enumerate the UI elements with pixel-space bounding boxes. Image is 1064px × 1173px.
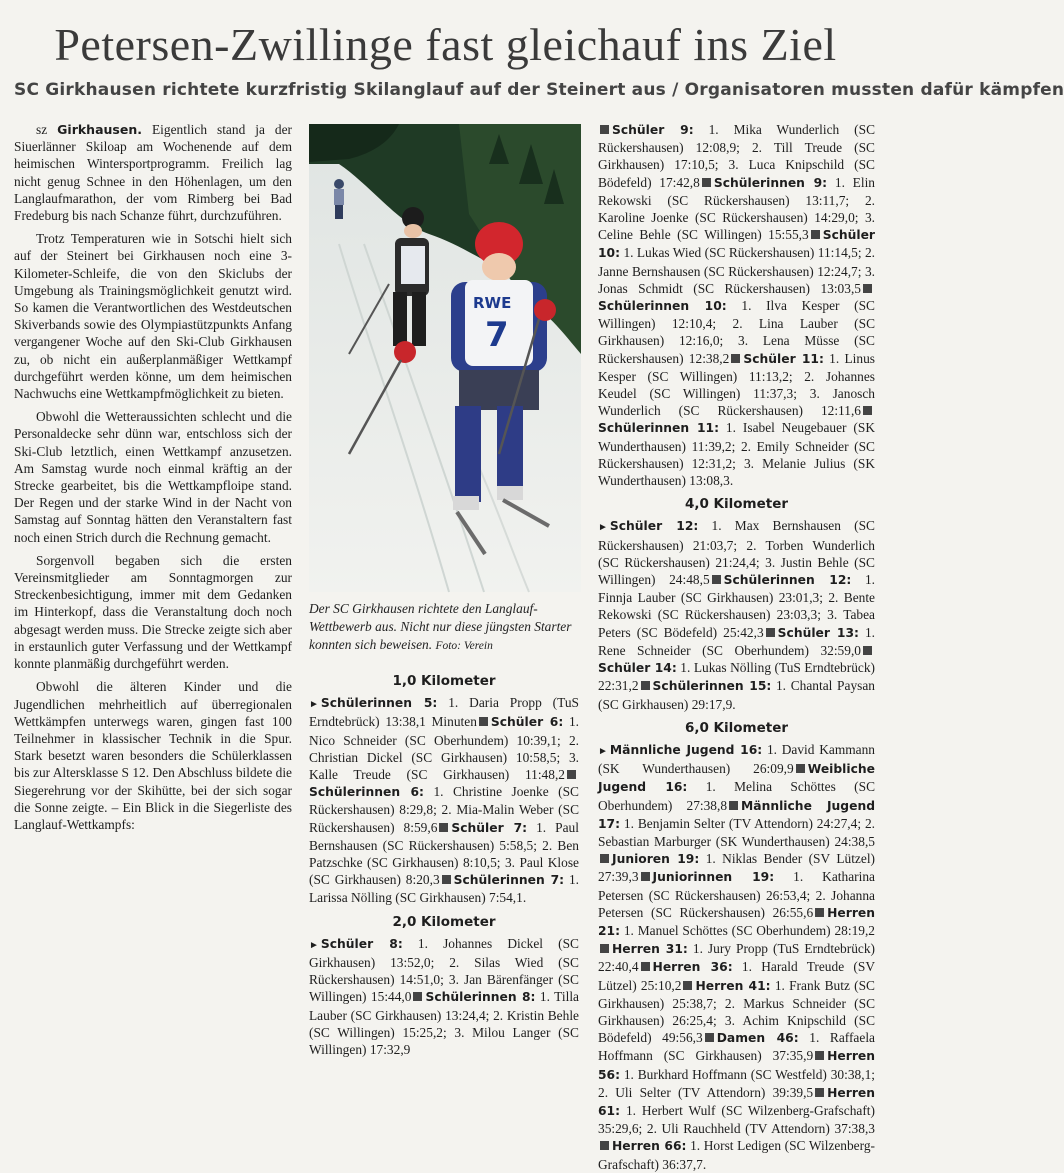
square-separator-icon <box>600 854 609 863</box>
square-separator-icon <box>863 284 872 293</box>
square-separator-icon <box>600 125 609 134</box>
article-headline: Petersen-Zwillinge fast gleichauf ins Ziel <box>54 19 837 70</box>
class-heading: Schülerinnen 15: <box>652 679 772 694</box>
square-separator-icon <box>815 1051 824 1060</box>
paragraph-5: Obwohl die älteren Kinder und die Jugendlichen mehrheitlich auf überregionalen Wettkämpfen unterwegs waren, gingen fast 100 Teilnehmer in klassischer Technik in die Spur. Stark besetzt waren besonders die Schülerklassen bis zur Altersklasse S 12. Den Abschluss bildete die Siegerehrung vor der Skihütte, bei der sich sogar die Sonne zeigte. – Ein Blick in die Siegerliste des Langlauf-Wettkampfs: <box>14 679 292 832</box>
class-result: 1. Benjamin Selter (TV Attendorn) 24:27,4; 2. Sebastian Marburger (SK Wunderthausen) 24:38,5 <box>598 815 875 849</box>
square-separator-icon <box>731 354 740 363</box>
class-heading: Schüler 9: <box>612 123 694 137</box>
square-separator-icon <box>702 178 711 187</box>
class-result: 1. Horst Ledigen (SC Wilzenberg-Grafschaft) 36:37,7. <box>598 1138 876 1172</box>
class-heading: Schüler 14: <box>598 661 677 676</box>
class-heading: Männliche Jugend 17: <box>598 798 875 831</box>
class-result: 1. Manuel Schöttes (SC Oberhundem) 28:19,2 <box>623 922 876 938</box>
class-heading: Herren 56: <box>598 1049 875 1082</box>
distance-heading-6km: 6,0 Kilometer <box>684 719 789 736</box>
results-1km <box>309 694 579 906</box>
class-result: 1. Paul Bernshausen (SC Rückershausen) 5:58,5; 2. Ben Patzschke (SC Girkhausen) 8:10,5; 3. Paul Klose (SC Girkhausen) 8:20,3 <box>309 819 579 888</box>
class-heading: Herren 66: <box>612 1139 687 1154</box>
class-result: 1. Lukas Nölling (TuS Erndtebrück) 22:31,2 <box>598 660 876 694</box>
class-heading: Herren 21: <box>598 905 875 938</box>
square-separator-icon <box>863 406 872 415</box>
class-heading: Herren 31: <box>612 942 688 957</box>
square-separator-icon <box>567 770 576 779</box>
distant-skier <box>334 179 344 219</box>
class-heading: Schüler 13: <box>777 625 859 640</box>
class-heading: Herren 36: <box>652 960 733 975</box>
class-result: 1. Chantal Paysan (SC Girkhausen) 29:17,9. <box>598 678 875 712</box>
class-heading: Schülerinnen 5: <box>320 696 438 711</box>
class-heading: Weibliche Jugend 16: <box>598 762 875 795</box>
square-separator-icon <box>766 628 775 637</box>
square-separator-icon <box>479 717 488 726</box>
class-heading: Schüler 7: <box>451 820 528 835</box>
class-result: 1. Tilla Lauber (SC Girkhausen) 13:24,4; 2. Kristin Behle (SC Willingen) 15:25,2; 3. Milou Langer (SC Willingen) 17:32,9 <box>309 989 579 1058</box>
results-2km-cont <box>598 121 875 489</box>
class-heading: Herren 41: <box>695 978 771 993</box>
class-heading: Schüler 6: <box>490 715 564 730</box>
class-result: 1. Jury Propp (TuS Erndtebrück) 22:40,4 <box>598 941 875 975</box>
square-separator-icon <box>712 575 721 584</box>
article-photo <box>309 124 581 592</box>
class-result: 1. David Kammann (SK Wunderthausen) 26:09,9 <box>598 741 875 777</box>
class-result: 1. Melina Schöttes (SC Oberhundem) 27:38,8 <box>598 779 876 813</box>
distance-heading-4km: 4,0 Kilometer <box>684 496 789 513</box>
square-separator-icon <box>600 1141 609 1150</box>
class-heading: Schülerinnen 11: <box>598 421 719 436</box>
triangle-bullet-icon: ► <box>598 745 608 757</box>
class-heading: Schüler 12: <box>609 519 699 534</box>
paragraph-4: Sorgenvoll begaben sich die ersten Vereinsmitglieder am Sonntagmorgen zur Streckenbesichtigung, immer mit dem Gedanken im Hinterkopf, dass die Veranstaltung doch noch abgesagt werden muss. Die Strecke zeigte sich aber in erstaunlich guter Verfassung und der Wettkampf konnte planmäßig durchgeführt werden. <box>14 552 292 672</box>
dateline: Girkhausen. <box>57 122 142 137</box>
square-separator-icon <box>413 992 422 1001</box>
class-heading: Männliche Jugend 16: <box>609 742 763 757</box>
square-separator-icon <box>811 230 820 239</box>
bib-text: RWE <box>473 294 512 312</box>
square-separator-icon <box>815 908 824 917</box>
skiing-children-image <box>309 124 581 592</box>
results-column-2 <box>598 121 875 1173</box>
class-heading: Schüler 8: <box>320 936 403 951</box>
triangle-bullet-icon: ► <box>598 522 608 534</box>
distance-heading-1km: 1,0 Kilometer <box>392 673 496 689</box>
body-column-1 <box>14 121 292 833</box>
results-2km-start <box>309 935 579 1058</box>
class-result: 1. Daria Propp (TuS Erndtebrück) 13:38,1 Minuten <box>309 695 579 730</box>
paragraph-1 <box>14 121 292 224</box>
square-separator-icon <box>439 823 448 832</box>
class-heading: Damen 46: <box>716 1031 799 1046</box>
class-result: 1. Larissa Nölling (SC Girkhausen) 7:54,1. <box>309 872 579 906</box>
triangle-bullet-icon: ► <box>309 939 319 951</box>
square-separator-icon <box>683 981 692 990</box>
class-heading: Schülerinnen 7: <box>453 873 565 888</box>
square-separator-icon <box>442 875 451 884</box>
results-column-1 <box>309 666 579 1058</box>
class-result: 1. Isabel Neugebauer (SK Wunderthausen) 11:39,2; 2. Emily Schneider (SC Rückershausen) 12:31,2; 3. Melanie Julius (SK Wunderthausen) 13:08,3. <box>598 420 875 489</box>
class-result: 1. Finnja Lauber (SC Girkhausen) 23:01,3; 2. Bente Rekowski (SC Rückershausen) 23:03,3; 3. Tabea Peters (SC Bödefeld) 25:42,3 <box>598 572 875 640</box>
class-result: 1. Elin Rekowski (SC Rückershausen) 13:11,7; 2. Karoline Joenke (SC Rückershausen) 14:29,0; 3. Celine Behle (SC Willingen) 15:55,3 <box>598 174 875 243</box>
class-result: 1. Linus Kesper (SC Willingen) 11:13,2; 2. Johannes Keudel (SC Willingen) 11:37,3; 3. Janosch Wunderlich (SC Rückershausen) 12:11,6 <box>598 350 875 419</box>
class-heading: Junioren 19: <box>612 852 700 867</box>
photo-caption <box>309 600 583 655</box>
class-result: 1. Max Bernshausen (SC Rückershausen) 21:03,7; 2. Torben Wunderlich (SC Rückershausen) 21:24,4; 3. Justin Behle (SC Willingen) 24:48,5 <box>598 518 875 588</box>
class-heading: Schülerinnen 9: <box>713 175 828 190</box>
class-result: 1. Nico Schneider (SC Oberhundem) 10:39,1; 2. Christian Dickel (SC Girkhausen) 10:58,5; 3. Kalle Treude (SC Girkhausen) 11:48,2 <box>309 714 579 783</box>
class-result: 1. Niklas Bender (SV Lützel) 27:39,3 <box>598 851 876 885</box>
results-4km <box>598 517 875 712</box>
class-heading: Herren 61: <box>598 1085 875 1118</box>
square-separator-icon <box>600 944 609 953</box>
class-result: 1. Rene Schneider (SC Oberhundem) 32:59,0 <box>598 624 875 658</box>
class-result: 1. Ilva Kesper (SC Willingen) 12:10,4; 2. Lina Lauber (SC Girkhausen) 12:16,0; 3. Lena Müsse (SC Rückershausen) 12:38,2 <box>598 298 875 366</box>
square-separator-icon <box>815 1088 824 1097</box>
square-separator-icon <box>641 872 650 881</box>
distance-heading-2km: 2,0 Kilometer <box>392 913 496 930</box>
class-heading: Schüler 11: <box>743 351 824 366</box>
class-result: 1. Johannes Dickel (SC Girkhausen) 13:52,0; 2. Silas Wied (SC Rückershausen) 14:51,0; 3. Jan Bärenfänger (SC Willingen) 15:44,0 <box>309 935 579 1005</box>
photo-credit: Foto: Verein <box>435 640 493 652</box>
results-6km <box>598 741 875 1173</box>
class-result: 1. Herbert Wulf (SC Wilzenberg-Grafschaft) 35:29,6; 2. Uli Rauchheld (TV Attendorn) 37:38,3 <box>598 1102 875 1137</box>
paragraph-2: Trotz Temperaturen wie in Sotschi hielt sich auf der Steinert bei Girkhausen noch eine 3-Kilometer-Schleife, die von den Skiclubs der Umgebung als Trainingsmöglichkeit genutzt wird. So kamen die Verantwortlichen des Westdeutschen Skiverbands sowie des Olympiastützpunkts Anfang vergangener Woche auf den Ski-Club Girkhausen zu, ob nicht ein außerplanmäßiger Wettkampf durchgeführt werden könne, um dem heimischen Nachwuchs eine Wettkampfmöglichkeit zu bieten. <box>14 231 292 402</box>
square-separator-icon <box>705 1033 714 1042</box>
class-result: 1. Raffaela Hoffmann (SC Girkhausen) 37:35,9 <box>598 1030 875 1064</box>
bib-number: 7 <box>485 315 509 355</box>
class-result: 1. Burkhard Hoffmann (SC Westfeld) 30:38,1; 2. Uli Selter (TV Attendorn) 39:39,5 <box>598 1066 875 1100</box>
class-result: 1. Katharina Petersen (SC Rückershausen) 26:53,4; 2. Johanna Petersen (SC Rückershausen) 26:55,6 <box>598 869 875 920</box>
square-separator-icon <box>729 801 738 810</box>
square-separator-icon <box>796 764 805 773</box>
class-heading: Schülerinnen 12: <box>723 573 852 588</box>
class-heading: Schülerinnen 10: <box>598 299 727 314</box>
caption-text: Der SC Girkhausen richtete den Langlauf-Wettbewerb aus. Nicht nur diese jüngsten Starter konnten sich beweisen. <box>309 601 572 652</box>
class-result: 1. Lukas Wied (SC Rückershausen) 11:14,5; 2. Janne Bernshausen (SC Rückershausen) 12:24,7; 3. Jonas Schmidt (SC Rückershausen) 13:03,5 <box>598 245 875 296</box>
paragraph-1-text: Eigentlich stand ja der Siuerlänner Skiloap am Wochenende auf dem heimischen Wintersportprogramm. Freilich lag nicht genug Schnee in den Höhenlagen, um den Langlaufmarathon, der vom Rimberg bei Bad Fredeburg bis nach Schanze führt, durchzuführen. <box>14 122 293 224</box>
square-separator-icon <box>863 646 872 655</box>
square-separator-icon <box>641 681 650 690</box>
class-result: 1. Christine Joenke (SC Rückershausen) 8:29,8; 2. Mia-Malin Weber (SC Rückershausen) 8:59,6 <box>309 784 579 835</box>
class-heading: Schülerinnen 8: <box>425 990 536 1005</box>
class-heading: Schülerinnen 6: <box>309 785 424 800</box>
class-result: 1. Harald Treude (SV Lützel) 25:10,2 <box>598 959 875 993</box>
class-heading: Schüler 10: <box>598 228 875 261</box>
author-tag: sz <box>36 122 48 137</box>
class-result: 1. Mika Wunderlich (SC Rückershausen) 12:08,9; 2. Till Treude (SC Girkhausen) 17:10,5; 3. Luca Knipschild (SC Bödefeld) 17:42,8 <box>598 122 876 190</box>
class-heading: Juniorinnen 19: <box>652 870 775 885</box>
article-subheadline: SC Girkhausen richtete kurzfristig Skilanglauf auf der Steinert aus / Organisatoren mussten dafür kämpfen <box>14 80 1064 100</box>
square-separator-icon <box>641 962 650 971</box>
paragraph-3: Obwohl die Wetteraussichten schlecht und die Personaldecke sehr dünn war, entschloss sich der Ski-Club letztlich, einen Wettkampf anzusetzen. Am Samstag wurde noch einmal kräftig an der Strecke gearbeitet, bis die Wettkampfloipe stand. Der Regen und der starke Wind in der Nacht von Samstag auf Sonntag hätten den Veranstaltern fast noch einen Strich durch die Rechnung gemacht. <box>14 409 292 545</box>
triangle-bullet-icon: ► <box>309 699 319 711</box>
class-result: 1. Frank Butz (SC Girkhausen) 25:38,7; 2. Markus Schneider (SC Girkhausen) 26:25,4; 3. Achim Knipschild (SC Bödefeld) 49:56,3 <box>598 977 875 1046</box>
